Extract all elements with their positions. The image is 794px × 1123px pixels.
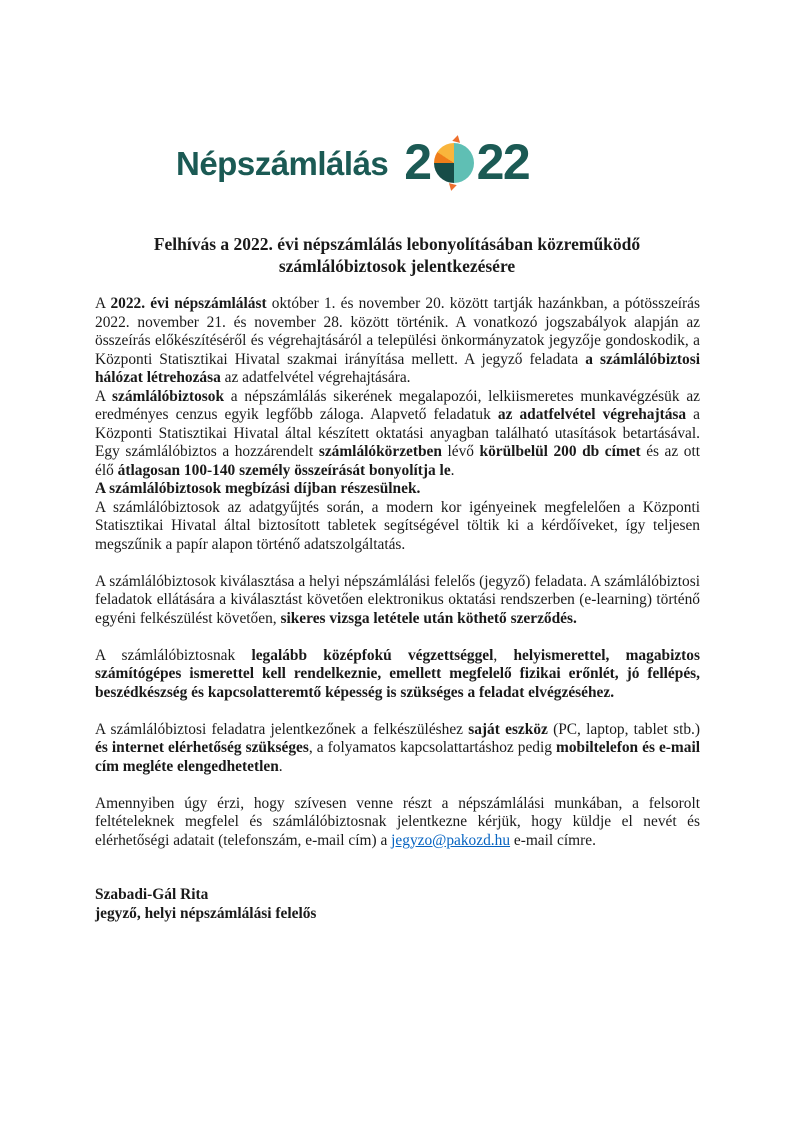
bold-text-run: számlálókörzetben (318, 443, 442, 460)
text-run: A (95, 295, 111, 312)
bold-text-run: helyismerettel, magabiztos számítógépes ismerettel kell rendelkeznie, emellett megfelelő fizikai erőnlét, jó fellépés, beszédkészség és kapcsolatteremtő képesség is szükséges a feladat elvégzéséhez. (95, 646, 700, 701)
title-line-2: számlálóbiztosok jelentkezésére (278, 256, 516, 276)
text-run: . (278, 757, 283, 775)
text-run: A számlálóbiztosnak (95, 646, 252, 664)
bold-text-run: A számlálóbiztosok megbízási díjban részesülnek. (95, 480, 421, 497)
paragraph (95, 721, 700, 777)
paragraph (95, 295, 700, 388)
text-run: . (450, 461, 455, 479)
logo-year (404, 135, 529, 191)
text-run: az adatfelvétel végrehajtására. (220, 369, 411, 386)
paragraph (95, 480, 700, 499)
bold-text-run: átlagosan 100-140 személy összeírását bonyolítja le (117, 461, 451, 479)
bold-text-run: saját eszköz (468, 720, 548, 738)
body-paragraphs (95, 295, 700, 850)
bold-text-run: a számlálóbiztosi hálózat létrehozása (95, 350, 701, 386)
text-run: október 1. és november 20. között tartják hazánkban, a pótösszeírás 2022. november 21. és november 28. között történik. A vonatkozó jogszabályok alapján az összeírás előkészítéséről és végrehajtásáról a települési önkormányzatok jegyzője gondoskodik, a Központi Statisztikai Hivatal szakmai irányítása mellett. A jegyző feladata (95, 295, 700, 368)
email-link[interactable]: jegyzo@pakozd.hu (391, 831, 511, 849)
logo-digits: 22 (476, 134, 530, 190)
document-title (60, 233, 734, 277)
text-run: lévő (441, 443, 480, 460)
logo-wordmark: Népszámlálás (176, 144, 389, 182)
text-run: (PC, laptop, tablet stb.) (547, 720, 701, 738)
signature-name: Szabadi-Gál Rita (95, 886, 209, 903)
text-run: A számlálóbiztosok kiválasztása a helyi népszámlálási felelős (jegyző) feladata. A számlálóbiztosi feladatok ellátására a kiválasztást követően elektronikus oktatási rendszerben (e-learning) történő egyéni felkészülést követően, (95, 572, 700, 627)
pie-chart-zero-icon (434, 135, 474, 191)
bold-text-run: legalább középfokú végzettséggel (251, 646, 494, 664)
paragraph (95, 388, 700, 481)
document-body (95, 295, 700, 923)
bold-text-run: mobiltelefon és e-mail cím megléte elengedhetetlen (95, 739, 700, 775)
text-run: a Központi Statisztikai Hivatal által készített oktatási anyagban található utasítások betartásával. Egy számlálóbiztos a hozzárendelt (95, 406, 700, 460)
census-2022-logo (176, 134, 794, 192)
paragraph (95, 647, 700, 703)
paragraph (95, 795, 700, 851)
text-run: a népszámlálás sikerének megalapozói, lelkiismeretes munkavégzésük az eredményes cenzus egyik legfőbb záloga. Alapvető feladatuk (95, 387, 700, 423)
bold-text-run: sikeres vizsga letétele után köthető szerződés. (280, 609, 577, 627)
text-run: , a folyamatos kapcsolattartáshoz pedig (308, 739, 556, 756)
text-run: és az ott élő (95, 443, 700, 479)
pointer-down-icon (447, 183, 456, 192)
pointer-up-icon (452, 134, 461, 143)
text-run: e-mail címre. (510, 831, 596, 849)
text-run: Amennyiben úgy érzi, hogy szívesen venne részt a népszámlálási munkában, a felsorolt feltételeknek megfelel és számlálóbiztosnak jelentkezne kérjük, hogy küldje el nevét és elérhetőségi adatait (telefonszám, e-mail cím) a (95, 794, 700, 849)
logo-digit: 2 (404, 134, 431, 190)
bold-text-run: az adatfelvétel végrehajtása (497, 406, 687, 423)
text-run: A számlálóbiztosi feladatra jelentkezőnek a felkészüléshez (95, 720, 469, 738)
text-run: A számlálóbiztosok az adatgyűjtés során, a modern kor igényeinek megfelelően a Központi Statisztikai Hivatal által biztosított tabletek segítségével töltik ki a kérdőíveket, így teljesen megszűnik a papír alapon történő adatszolgáltatás. (95, 498, 700, 553)
paragraph (95, 499, 700, 555)
pie-circle (434, 143, 474, 183)
title-line-1: Felhívás a 2022. évi népszámlálás lebonyolításában közreműködő (153, 234, 641, 254)
text-run: A (95, 387, 113, 405)
text-run: , (493, 646, 514, 664)
bold-text-run: számlálóbiztosok (112, 387, 225, 405)
paragraph (95, 573, 700, 629)
bold-text-run: és internet elérhetőség szükséges (95, 739, 309, 756)
signature-role: jegyző, helyi népszámlálási felelős (95, 904, 317, 922)
signature-block (95, 886, 700, 923)
bold-text-run: 2022. évi népszámlálást (110, 295, 267, 312)
bold-text-run: körülbelül 200 db címet (479, 443, 641, 460)
